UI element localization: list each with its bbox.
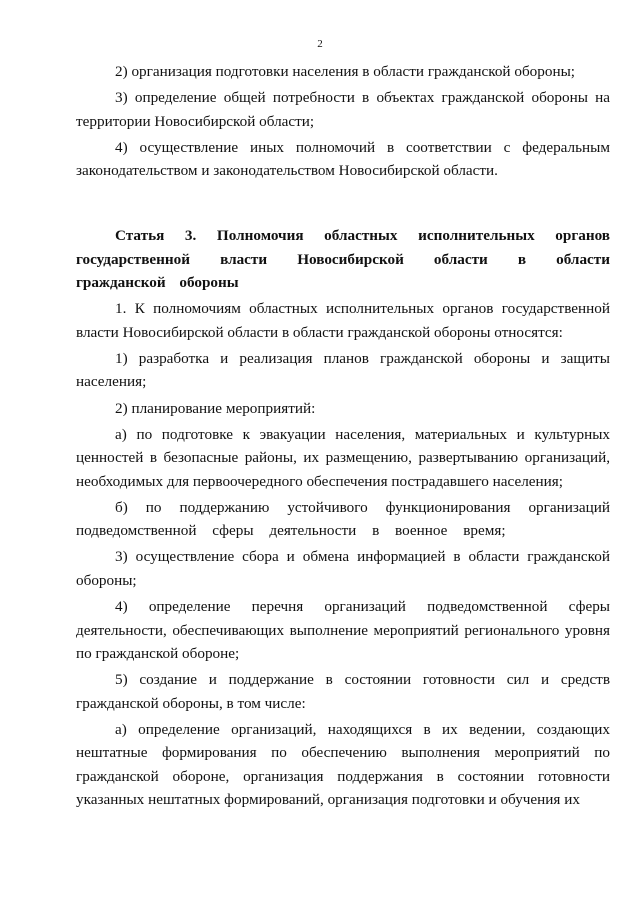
paragraph: 4) осуществление иных полномочий в соответствии с федеральным законодательством и законодательством Новосибирской области. <box>76 138 610 180</box>
page-number: 2 <box>317 38 323 50</box>
paragraph: а) по подготовке к эвакуации населения, материальных и культурных ценностей в безопасные районы, их размещению, развертыванию организаций, необходимых для первоочередного обеспечения пострадавшего населения; <box>76 425 610 490</box>
paragraph: 2) организация подготовки населения в области гражданской обороны; <box>115 63 575 80</box>
article-spacer <box>76 185 610 224</box>
article-title: Статья 3. Полномочия областных исполнительных органов государственной власти Новосибирской области в области гражданской обороны <box>76 227 610 292</box>
paragraph: а) определение организаций, находящихся в их ведении, создающих нештатные формирования по обеспечению выполнения мероприятий по гражданской обороне, организация поддержания в состоянии готовности указанных нештатных формирований, организация подготовки и обучения их <box>76 720 610 808</box>
paragraph: 1) разработка и реализация планов гражданской обороны и защиты населения; <box>76 350 610 391</box>
document-body <box>76 60 610 814</box>
paragraph: б) по поддержанию устойчивого функционирования организаций подведомственной сферы деятельности в военное время; <box>76 498 610 540</box>
paragraph: 3) определение общей потребности в объектах гражданской обороны на территории Новосибирской области; <box>76 89 610 130</box>
paragraph: 2) планирование мероприятий: <box>115 399 316 417</box>
paragraph: 4) определение перечня организаций подведомственной сферы деятельности, обеспечивающих выполнение мероприятий регионального уровня по гражданской обороне; <box>76 598 610 662</box>
paragraph: 5) создание и поддержание в состоянии готовности сил и средств гражданской обороны, в том числе: <box>76 671 610 712</box>
paragraph: 1. К полномочиям областных исполнительных органов государственной власти Новосибирской области в области гражданской обороны относятся: <box>76 300 610 341</box>
paragraph: 3) осуществление сбора и обмена информацией в области гражданской обороны; <box>76 548 610 589</box>
